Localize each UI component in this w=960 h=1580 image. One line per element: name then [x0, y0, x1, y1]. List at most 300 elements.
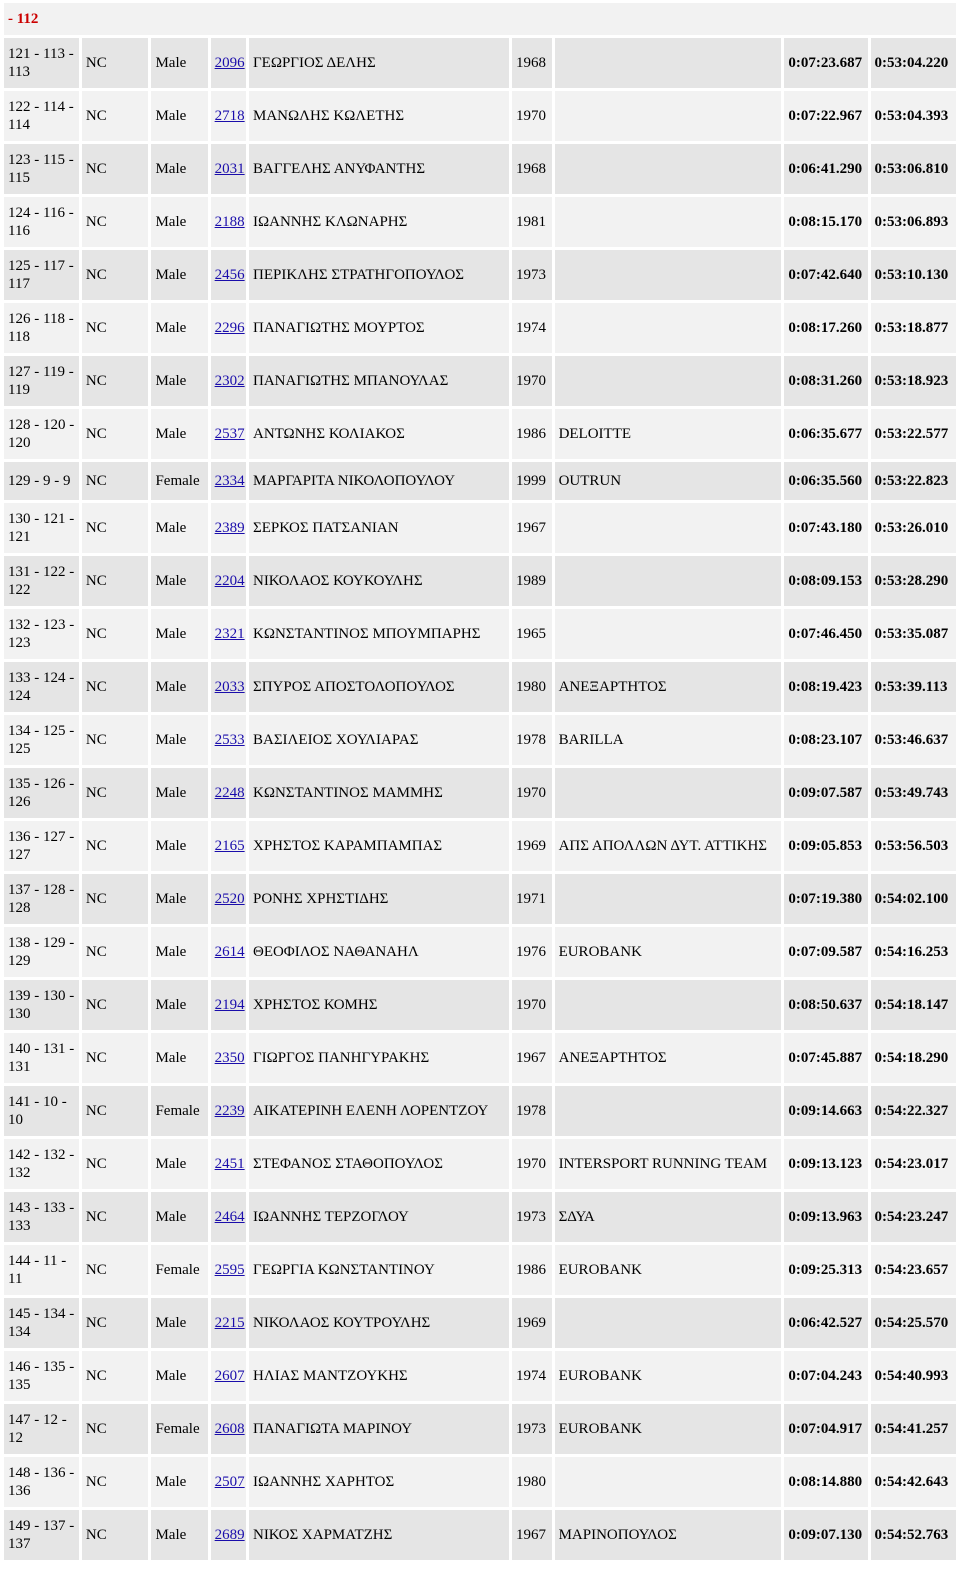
bib-cell [211, 1404, 246, 1454]
year-cell: 1986 [512, 409, 552, 459]
time-cell: 0:08:23.107 [784, 715, 867, 765]
name-cell: ΧΡΗΣΤΟΣ ΚΑΡΑΜΠΑΜΠΑΣ [249, 821, 509, 871]
section-header-row [4, 3, 956, 35]
position-cell: 124 - 116 - 116 [4, 197, 79, 247]
time-cell: 0:07:04.243 [784, 1351, 867, 1401]
bib-cell [211, 715, 246, 765]
table-row [4, 556, 956, 606]
name-cell: ΒΑΓΓΕΛΗΣ ΑΝΥΦΑΝΤΗΣ [249, 144, 509, 194]
position-cell: 131 - 122 - 122 [4, 556, 79, 606]
bib-link[interactable]: 2165 [214, 838, 245, 854]
status-cell: NC [82, 980, 149, 1030]
total-cell: 0:53:18.923 [871, 356, 956, 406]
position-cell: 134 - 125 - 125 [4, 715, 79, 765]
position-cell: 141 - 10 - 10 [4, 1086, 79, 1136]
gender-cell: Male [151, 1457, 207, 1507]
time-cell: 0:08:09.153 [784, 556, 867, 606]
team-cell: ΜΑΡΙΝΟΠΟΥΛΟΣ [555, 1510, 782, 1560]
bib-link[interactable]: 2595 [214, 1262, 245, 1278]
gender-cell: Female [151, 1245, 207, 1295]
total-cell: 0:53:46.637 [871, 715, 956, 765]
table-row [4, 1298, 956, 1348]
team-cell: EUROBANK [555, 927, 782, 977]
section-header-label: - 112 [4, 3, 956, 35]
table-row [4, 303, 956, 353]
bib-cell [211, 662, 246, 712]
year-cell: 1968 [512, 38, 552, 88]
table-row [4, 980, 956, 1030]
time-cell: 0:06:42.527 [784, 1298, 867, 1348]
status-cell: NC [82, 874, 149, 924]
time-cell: 0:07:23.687 [784, 38, 867, 88]
gender-cell: Male [151, 1510, 207, 1560]
total-cell: 0:53:49.743 [871, 768, 956, 818]
gender-cell: Male [151, 768, 207, 818]
bib-link[interactable]: 2614 [214, 944, 245, 960]
year-cell: 1973 [512, 1192, 552, 1242]
time-cell: 0:06:41.290 [784, 144, 867, 194]
status-cell: NC [82, 303, 149, 353]
name-cell: ΗΛΙΑΣ ΜΑΝΤΖΟΥΚΗΣ [249, 1351, 509, 1401]
table-row [4, 144, 956, 194]
team-cell [555, 250, 782, 300]
year-cell: 1973 [512, 1404, 552, 1454]
name-cell: ΓΕΩΡΓΙΑ ΚΩΝΣΤΑΝΤΙΝΟΥ [249, 1245, 509, 1295]
bib-link[interactable]: 2507 [214, 1474, 245, 1490]
team-cell [555, 38, 782, 88]
team-cell: ΑΠΣ ΑΠΟΛΛΩΝ ΔΥΤ. ΑΤΤΙΚΗΣ [555, 821, 782, 871]
team-cell: EUROBANK [555, 1245, 782, 1295]
year-cell: 1971 [512, 874, 552, 924]
bib-link[interactable]: 2520 [214, 891, 245, 907]
total-cell: 0:53:28.290 [871, 556, 956, 606]
status-cell: NC [82, 556, 149, 606]
time-cell: 0:09:14.663 [784, 1086, 867, 1136]
name-cell: ΒΑΣΙΛΕΙΟΣ ΧΟΥΛΙΑΡΑΣ [249, 715, 509, 765]
status-cell: NC [82, 356, 149, 406]
name-cell: ΣΕΡΚΟΣ ΠΑΤΣΑΝΙΑΝ [249, 503, 509, 553]
time-cell: 0:08:14.880 [784, 1457, 867, 1507]
bib-cell [211, 409, 246, 459]
status-cell: NC [82, 1033, 149, 1083]
name-cell: ΙΩΑΝΝΗΣ ΧΑΡΗΤΟΣ [249, 1457, 509, 1507]
table-row [4, 1192, 956, 1242]
gender-cell: Male [151, 1033, 207, 1083]
position-cell: 132 - 123 - 123 [4, 609, 79, 659]
total-cell: 0:53:22.823 [871, 462, 956, 500]
bib-cell [211, 38, 246, 88]
time-cell: 0:07:19.380 [784, 874, 867, 924]
status-cell: NC [82, 715, 149, 765]
bib-link[interactable]: 2451 [214, 1156, 245, 1172]
gender-cell: Male [151, 197, 207, 247]
name-cell: ΜΑΡΓΑΡΙΤΑ ΝΙΚΟΛΟΠΟΥΛΟΥ [249, 462, 509, 500]
status-cell: NC [82, 250, 149, 300]
total-cell: 0:53:22.577 [871, 409, 956, 459]
team-cell: ΑΝΕΞΑΡΤΗΤΟΣ [555, 1033, 782, 1083]
bib-cell [211, 303, 246, 353]
position-cell: 140 - 131 - 131 [4, 1033, 79, 1083]
year-cell: 1965 [512, 609, 552, 659]
total-cell: 0:53:06.810 [871, 144, 956, 194]
bib-cell [211, 1086, 246, 1136]
gender-cell: Male [151, 1139, 207, 1189]
time-cell: 0:09:07.587 [784, 768, 867, 818]
bib-link[interactable]: 2334 [214, 473, 245, 489]
name-cell: ΚΩΝΣΤΑΝΤΙΝΟΣ ΜΠΟΥΜΠΑΡΗΣ [249, 609, 509, 659]
year-cell: 1976 [512, 927, 552, 977]
bib-link[interactable]: 2321 [214, 626, 245, 642]
table-row [4, 462, 956, 500]
bib-cell [211, 1298, 246, 1348]
time-cell: 0:08:19.423 [784, 662, 867, 712]
bib-link[interactable]: 2350 [214, 1050, 245, 1066]
bib-link[interactable]: 2464 [214, 1209, 245, 1225]
bib-link[interactable]: 2204 [214, 573, 245, 589]
team-cell: DELOITTE [555, 409, 782, 459]
position-cell: 122 - 114 - 114 [4, 91, 79, 141]
total-cell: 0:54:23.017 [871, 1139, 956, 1189]
time-cell: 0:08:17.260 [784, 303, 867, 353]
total-cell: 0:54:02.100 [871, 874, 956, 924]
gender-cell: Male [151, 927, 207, 977]
status-cell: NC [82, 462, 149, 500]
bib-link[interactable]: 2248 [214, 785, 245, 801]
name-cell: ΙΩΑΝΝΗΣ ΚΛΩΝΑΡΗΣ [249, 197, 509, 247]
year-cell: 1986 [512, 1245, 552, 1295]
team-cell [555, 1457, 782, 1507]
bib-link[interactable]: 2096 [214, 55, 245, 71]
total-cell: 0:54:22.327 [871, 1086, 956, 1136]
bib-cell [211, 980, 246, 1030]
gender-cell: Male [151, 1351, 207, 1401]
position-cell: 139 - 130 - 130 [4, 980, 79, 1030]
bib-link[interactable]: 2194 [214, 997, 245, 1013]
gender-cell: Male [151, 356, 207, 406]
gender-cell: Male [151, 38, 207, 88]
bib-cell [211, 768, 246, 818]
bib-cell [211, 144, 246, 194]
team-cell: ΑΝΕΞΑΡΤΗΤΟΣ [555, 662, 782, 712]
table-row [4, 768, 956, 818]
position-cell: 148 - 136 - 136 [4, 1457, 79, 1507]
bib-link[interactable]: 2608 [214, 1421, 245, 1437]
position-cell: 125 - 117 - 117 [4, 250, 79, 300]
year-cell: 1970 [512, 91, 552, 141]
bib-link[interactable]: 2537 [214, 426, 245, 442]
bib-link[interactable]: 2239 [214, 1103, 245, 1119]
total-cell: 0:54:18.147 [871, 980, 956, 1030]
team-cell [555, 1298, 782, 1348]
position-cell: 121 - 113 - 113 [4, 38, 79, 88]
team-cell: BARILLA [555, 715, 782, 765]
table-row [4, 38, 956, 88]
bib-link[interactable]: 2188 [214, 214, 245, 230]
total-cell: 0:54:16.253 [871, 927, 956, 977]
position-cell: 129 - 9 - 9 [4, 462, 79, 500]
year-cell: 1969 [512, 821, 552, 871]
bib-cell [211, 1033, 246, 1083]
position-cell: 136 - 127 - 127 [4, 821, 79, 871]
position-cell: 135 - 126 - 126 [4, 768, 79, 818]
status-cell: NC [82, 91, 149, 141]
gender-cell: Male [151, 980, 207, 1030]
total-cell: 0:53:04.220 [871, 38, 956, 88]
bib-cell [211, 1457, 246, 1507]
gender-cell: Male [151, 91, 207, 141]
total-cell: 0:53:26.010 [871, 503, 956, 553]
total-cell: 0:54:18.290 [871, 1033, 956, 1083]
time-cell: 0:07:43.180 [784, 503, 867, 553]
total-cell: 0:54:41.257 [871, 1404, 956, 1454]
total-cell: 0:54:25.570 [871, 1298, 956, 1348]
table-row [4, 356, 956, 406]
year-cell: 1967 [512, 1510, 552, 1560]
name-cell: ΝΙΚΟΛΑΟΣ ΚΟΥΚΟΥΛΗΣ [249, 556, 509, 606]
table-row [4, 91, 956, 141]
status-cell: NC [82, 38, 149, 88]
status-cell: NC [82, 609, 149, 659]
year-cell: 1970 [512, 1139, 552, 1189]
year-cell: 1969 [512, 1298, 552, 1348]
name-cell: ΑΝΤΩΝΗΣ ΚΟΛΙΑΚΟΣ [249, 409, 509, 459]
position-cell: 144 - 11 - 11 [4, 1245, 79, 1295]
status-cell: NC [82, 1510, 149, 1560]
status-cell: NC [82, 144, 149, 194]
status-cell: NC [82, 1351, 149, 1401]
team-cell [555, 356, 782, 406]
bib-cell [211, 556, 246, 606]
time-cell: 0:09:07.130 [784, 1510, 867, 1560]
status-cell: NC [82, 662, 149, 712]
position-cell: 127 - 119 - 119 [4, 356, 79, 406]
status-cell: NC [82, 1404, 149, 1454]
table-row [4, 1086, 956, 1136]
total-cell: 0:54:42.643 [871, 1457, 956, 1507]
table-row [4, 250, 956, 300]
year-cell: 1968 [512, 144, 552, 194]
table-row [4, 874, 956, 924]
time-cell: 0:07:09.587 [784, 927, 867, 977]
bib-cell [211, 250, 246, 300]
position-cell: 137 - 128 - 128 [4, 874, 79, 924]
bib-cell [211, 1245, 246, 1295]
time-cell: 0:06:35.560 [784, 462, 867, 500]
total-cell: 0:54:52.763 [871, 1510, 956, 1560]
gender-cell: Female [151, 1086, 207, 1136]
status-cell: NC [82, 197, 149, 247]
gender-cell: Male [151, 303, 207, 353]
bib-link[interactable]: 2031 [214, 161, 245, 177]
team-cell [555, 768, 782, 818]
bib-link[interactable]: 2302 [214, 373, 245, 389]
name-cell: ΓΕΩΡΓΙΟΣ ΔΕΛΗΣ [249, 38, 509, 88]
position-cell: 146 - 135 - 135 [4, 1351, 79, 1401]
bib-cell [211, 1351, 246, 1401]
gender-cell: Male [151, 503, 207, 553]
year-cell: 1980 [512, 1457, 552, 1507]
total-cell: 0:53:04.393 [871, 91, 956, 141]
time-cell: 0:09:05.853 [784, 821, 867, 871]
team-cell: ΣΔΥΑ [555, 1192, 782, 1242]
year-cell: 1981 [512, 197, 552, 247]
team-cell [555, 874, 782, 924]
position-cell: 123 - 115 - 115 [4, 144, 79, 194]
time-cell: 0:07:04.917 [784, 1404, 867, 1454]
gender-cell: Male [151, 556, 207, 606]
name-cell: ΣΠΥΡΟΣ ΑΠΟΣΤΟΛΟΠΟΥΛΟΣ [249, 662, 509, 712]
table-row [4, 1351, 956, 1401]
bib-cell [211, 197, 246, 247]
team-cell [555, 980, 782, 1030]
bib-link[interactable]: 2718 [214, 108, 245, 124]
total-cell: 0:54:40.993 [871, 1351, 956, 1401]
bib-link[interactable]: 2389 [214, 520, 245, 536]
table-row [4, 1245, 956, 1295]
name-cell: ΡΟΝΗΣ ΧΡΗΣΤΙΔΗΣ [249, 874, 509, 924]
time-cell: 0:08:15.170 [784, 197, 867, 247]
gender-cell: Male [151, 1192, 207, 1242]
bib-link[interactable]: 2689 [214, 1527, 245, 1543]
team-cell: OUTRUN [555, 462, 782, 500]
year-cell: 1980 [512, 662, 552, 712]
name-cell: ΠΑΝΑΓΙΩΤΑ ΜΑΡΙΝΟΥ [249, 1404, 509, 1454]
table-row [4, 1139, 956, 1189]
position-cell: 133 - 124 - 124 [4, 662, 79, 712]
table-row [4, 927, 956, 977]
table-row [4, 821, 956, 871]
name-cell: ΓΙΩΡΓΟΣ ΠΑΝΗΓΥΡΑΚΗΣ [249, 1033, 509, 1083]
name-cell: ΠΑΝΑΓΙΩΤΗΣ ΜΠΑΝΟΥΛΑΣ [249, 356, 509, 406]
bib-link[interactable]: 2033 [214, 679, 245, 695]
status-cell: NC [82, 1192, 149, 1242]
time-cell: 0:09:25.313 [784, 1245, 867, 1295]
total-cell: 0:53:56.503 [871, 821, 956, 871]
gender-cell: Female [151, 462, 207, 500]
bib-link[interactable]: 2456 [214, 267, 245, 283]
bib-cell [211, 503, 246, 553]
position-cell: 130 - 121 - 121 [4, 503, 79, 553]
status-cell: NC [82, 1086, 149, 1136]
gender-cell: Male [151, 874, 207, 924]
team-cell [555, 556, 782, 606]
year-cell: 1974 [512, 1351, 552, 1401]
year-cell: 1967 [512, 1033, 552, 1083]
name-cell: ΧΡΗΣΤΟΣ ΚΟΜΗΣ [249, 980, 509, 1030]
name-cell: ΠΕΡΙΚΛΗΣ ΣΤΡΑΤΗΓΟΠΟΥΛΟΣ [249, 250, 509, 300]
status-cell: NC [82, 1457, 149, 1507]
status-cell: NC [82, 409, 149, 459]
bib-link[interactable]: 2533 [214, 732, 245, 748]
table-row [4, 1404, 956, 1454]
team-cell [555, 91, 782, 141]
table-row [4, 197, 956, 247]
year-cell: 1974 [512, 303, 552, 353]
gender-cell: Male [151, 609, 207, 659]
bib-link[interactable]: 2215 [214, 1315, 245, 1331]
team-cell [555, 503, 782, 553]
name-cell: ΑΙΚΑΤΕΡΙΝΗ ΕΛΕΝΗ ΛΟΡΕΝΤΖΟΥ [249, 1086, 509, 1136]
gender-cell: Male [151, 409, 207, 459]
time-cell: 0:08:31.260 [784, 356, 867, 406]
year-cell: 1999 [512, 462, 552, 500]
time-cell: 0:09:13.123 [784, 1139, 867, 1189]
name-cell: ΚΩΝΣΤΑΝΤΙΝΟΣ ΜΑΜΜΗΣ [249, 768, 509, 818]
bib-cell [211, 927, 246, 977]
status-cell: NC [82, 1245, 149, 1295]
position-cell: 126 - 118 - 118 [4, 303, 79, 353]
table-row [4, 609, 956, 659]
total-cell: 0:53:06.893 [871, 197, 956, 247]
time-cell: 0:07:42.640 [784, 250, 867, 300]
table-row [4, 715, 956, 765]
table-row [4, 1033, 956, 1083]
table-row [4, 503, 956, 553]
team-cell [555, 197, 782, 247]
name-cell: ΙΩΑΝΝΗΣ ΤΕΡΖΟΓΛΟΥ [249, 1192, 509, 1242]
name-cell: ΝΙΚΟΛΑΟΣ ΚΟΥΤΡΟΥΛΗΣ [249, 1298, 509, 1348]
year-cell: 1978 [512, 1086, 552, 1136]
total-cell: 0:54:23.247 [871, 1192, 956, 1242]
gender-cell: Female [151, 1404, 207, 1454]
team-cell: EUROBANK [555, 1404, 782, 1454]
position-cell: 147 - 12 - 12 [4, 1404, 79, 1454]
table-row [4, 1510, 956, 1560]
year-cell: 1978 [512, 715, 552, 765]
time-cell: 0:09:13.963 [784, 1192, 867, 1242]
status-cell: NC [82, 821, 149, 871]
gender-cell: Male [151, 662, 207, 712]
total-cell: 0:53:39.113 [871, 662, 956, 712]
year-cell: 1967 [512, 503, 552, 553]
total-cell: 0:53:10.130 [871, 250, 956, 300]
bib-cell [211, 356, 246, 406]
status-cell: NC [82, 1139, 149, 1189]
table-row [4, 1457, 956, 1507]
time-cell: 0:07:46.450 [784, 609, 867, 659]
bib-cell [211, 1139, 246, 1189]
bib-cell [211, 1192, 246, 1242]
bib-cell [211, 874, 246, 924]
bib-link[interactable]: 2607 [214, 1368, 245, 1384]
bib-cell [211, 462, 246, 500]
name-cell: ΘΕΟΦΙΛΟΣ ΝΑΘΑΝΑΗΛ [249, 927, 509, 977]
status-cell: NC [82, 768, 149, 818]
year-cell: 1973 [512, 250, 552, 300]
results-body [4, 3, 956, 1560]
status-cell: NC [82, 503, 149, 553]
team-cell [555, 1086, 782, 1136]
time-cell: 0:07:22.967 [784, 91, 867, 141]
table-row [4, 662, 956, 712]
position-cell: 143 - 133 - 133 [4, 1192, 79, 1242]
team-cell [555, 144, 782, 194]
team-cell [555, 609, 782, 659]
name-cell: ΠΑΝΑΓΙΩΤΗΣ ΜΟΥΡΤΟΣ [249, 303, 509, 353]
bib-cell [211, 91, 246, 141]
bib-cell [211, 821, 246, 871]
year-cell: 1970 [512, 980, 552, 1030]
bib-cell [211, 1510, 246, 1560]
bib-link[interactable]: 2296 [214, 320, 245, 336]
time-cell: 0:07:45.887 [784, 1033, 867, 1083]
status-cell: NC [82, 927, 149, 977]
position-cell: 142 - 132 - 132 [4, 1139, 79, 1189]
name-cell: ΝΙΚΟΣ ΧΑΡΜΑΤΖΗΣ [249, 1510, 509, 1560]
year-cell: 1970 [512, 356, 552, 406]
total-cell: 0:53:18.877 [871, 303, 956, 353]
position-cell: 138 - 129 - 129 [4, 927, 79, 977]
